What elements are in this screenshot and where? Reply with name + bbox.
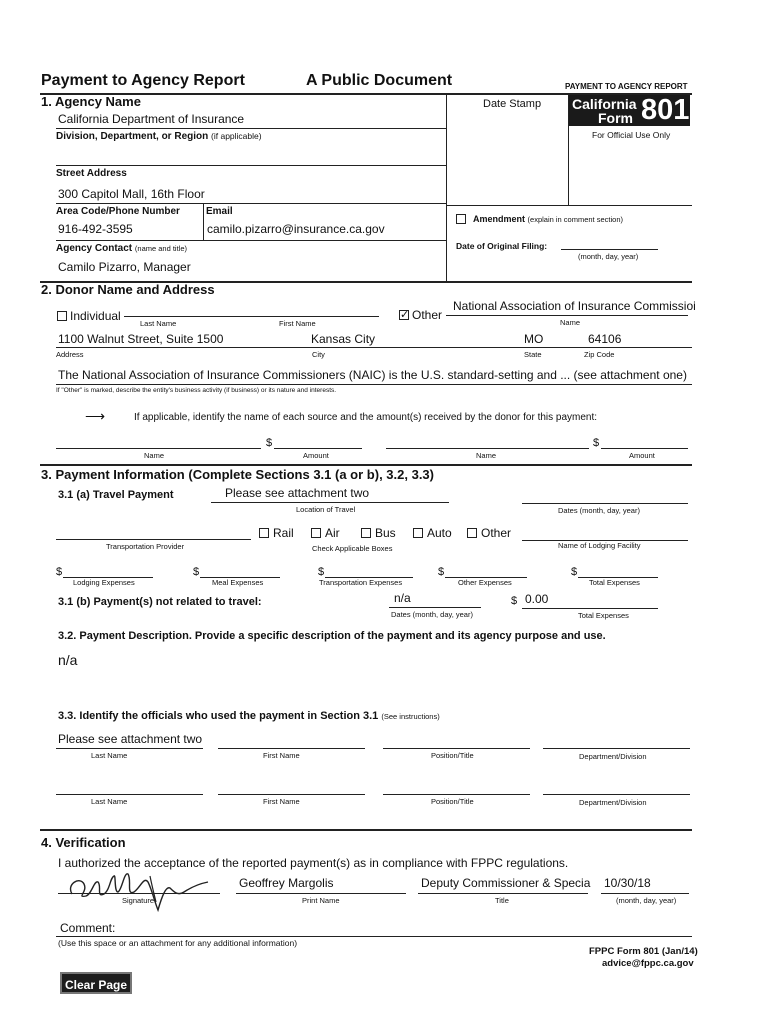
travel-location-field[interactable]: Please see attachment two <box>225 486 370 500</box>
original-filing-hint: (month, day, year) <box>578 252 639 261</box>
transport-exp-caption: Transportation Expenses <box>319 578 403 587</box>
nontravel-total-line <box>522 608 658 609</box>
signature-caption: Signature <box>122 896 155 905</box>
city-caption: City <box>312 350 325 359</box>
right-caption: PAYMENT TO AGENCY REPORT <box>565 82 688 91</box>
nontravel-total-caption: Total Expenses <box>578 611 629 620</box>
nontravel-dates-line <box>389 607 481 608</box>
section1-right-border <box>446 95 447 282</box>
phone-label: Area Code/Phone Number <box>56 206 180 217</box>
section3-bottom-rule <box>40 829 692 831</box>
official2-dept-line <box>543 794 690 795</box>
individual-checkbox[interactable] <box>57 311 67 321</box>
form-801-badge <box>568 95 690 126</box>
air-checkbox[interactable] <box>311 528 321 538</box>
individual-label: Individual <box>70 309 121 323</box>
payment-description-heading: 3.2. Payment Description. Provide a specific description of the payment and its agency purpose and use. <box>58 630 606 642</box>
original-filing-label: Date of Original Filing: <box>456 241 548 251</box>
auto-checkbox[interactable] <box>413 528 423 538</box>
comment-line <box>56 936 692 937</box>
phone-field[interactable]: 916-492-3595 <box>58 222 133 236</box>
official1-position-caption: Position/Title <box>431 751 474 760</box>
official2-dept-caption: Department/Division <box>579 798 647 807</box>
travel-dates-line <box>522 503 688 504</box>
email-label: Email <box>206 206 233 217</box>
other-exp-dollar: $ <box>438 566 445 578</box>
title-line <box>418 893 588 894</box>
amendment-note: (explain in comment section) <box>527 215 623 224</box>
phone-email-divider <box>203 203 204 240</box>
street-label: Street Address <box>56 168 127 179</box>
nontravel-label: 3.1 (b) Payment(s) not related to travel: <box>58 596 262 608</box>
sources-instruction: If applicable, identify the name of each source and the amount(s) received by the donor for this payment: <box>134 412 598 423</box>
title-field[interactable]: Deputy Commissioner & Specia <box>421 876 591 890</box>
location-caption: Location of Travel <box>296 505 356 514</box>
travel-dates-caption: Dates (month, day, year) <box>558 506 640 515</box>
travel-location-line <box>211 502 449 503</box>
first-name-caption: First Name <box>279 319 316 328</box>
lodging-exp-caption: Lodging Expenses <box>73 578 135 587</box>
official2-first-caption: First Name <box>263 797 300 806</box>
zip-field[interactable]: 64106 <box>588 332 622 346</box>
clear-page-button[interactable]: Clear Page <box>60 972 132 994</box>
address-line <box>56 347 692 348</box>
verification-date-caption: (month, day, year) <box>616 896 677 905</box>
business-description-field[interactable]: The National Association of Insurance Commissioners (NAIC) is the U.S. standard-setting and ... (see attachment one) <box>58 368 687 382</box>
air-label: Air <box>325 526 340 540</box>
verification-date-field[interactable]: 10/30/18 <box>604 876 651 890</box>
phone-line <box>56 240 446 241</box>
other-transport-label: Other <box>481 526 512 540</box>
source2-dollar: $ <box>593 437 600 449</box>
business-line <box>56 384 692 385</box>
other-label: Other <box>412 308 443 322</box>
bus-label: Bus <box>375 526 396 540</box>
print-name-line <box>236 893 406 894</box>
section2-heading: 2. Donor Name and Address <box>41 282 215 297</box>
street-field[interactable]: 300 Capitol Mall, 16th Floor <box>58 187 205 201</box>
official1-last-line <box>56 748 203 749</box>
stamp-divider <box>568 95 569 205</box>
official2-position-caption: Position/Title <box>431 797 474 806</box>
nontravel-dates-field[interactable]: n/a <box>394 591 411 605</box>
source1-dollar: $ <box>266 437 273 449</box>
check-boxes-caption: Check Applicable Boxes <box>312 544 393 553</box>
amendment-label-text: Amendment <box>473 214 526 224</box>
address-caption: Address <box>56 350 84 359</box>
other-exp-caption: Other Expenses <box>458 578 512 587</box>
amendment-label <box>473 214 623 224</box>
name-caption: Name <box>560 318 581 327</box>
donor-name-field[interactable]: National Association of Insurance Commissioi <box>453 299 696 313</box>
auto-label: Auto <box>427 526 452 540</box>
official1-first-caption: First Name <box>263 751 300 760</box>
meal-exp-caption: Meal Expenses <box>212 578 264 587</box>
transport-provider-line <box>56 539 251 540</box>
contact-field[interactable]: Camilo Pizarro, Manager <box>58 260 191 274</box>
print-name-field[interactable]: Geoffrey Margolis <box>239 876 334 890</box>
bus-checkbox[interactable] <box>361 528 371 538</box>
state-field[interactable]: MO <box>524 332 544 346</box>
source2-name-caption: Name <box>476 451 497 460</box>
official-use-label: For Official Use Only <box>592 130 671 140</box>
signature-line <box>58 893 220 894</box>
official2-last-line <box>56 794 203 795</box>
last-name-caption: Last Name <box>140 319 177 328</box>
business-caption: If "Other" is marked, describe the entity's business activity (if business) or its nature and interests. <box>56 387 337 394</box>
officials-note: (See instructions) <box>381 712 440 721</box>
arrow-right-icon: ⟶ <box>85 408 106 424</box>
other-transport-checkbox[interactable] <box>467 528 477 538</box>
section1-heading: 1. Agency Name <box>41 94 141 109</box>
title-caption: Title <box>495 896 509 905</box>
contact-note: (name and title) <box>134 244 188 253</box>
individual-line <box>124 316 379 317</box>
donor-name-line <box>446 315 688 316</box>
zip-caption: Zip Code <box>584 350 615 359</box>
badge-number: 801 <box>641 94 690 126</box>
verification-date-line <box>601 893 689 894</box>
source1-name-caption: Name <box>144 451 165 460</box>
form-title: Payment to Agency Report <box>41 72 245 89</box>
print-name-caption: Print Name <box>302 896 340 905</box>
agency-name-field[interactable]: California Department of Insurance <box>58 112 245 126</box>
division-label <box>56 131 262 142</box>
section2-bottom-rule <box>40 464 692 466</box>
comment-label: Comment: <box>60 921 116 935</box>
total-exp-dollar: $ <box>571 566 578 578</box>
footer-email: advice@fppc.ca.gov <box>602 958 694 969</box>
meal-dollar: $ <box>193 566 200 578</box>
lodging-facility-caption: Name of Lodging Facility <box>558 541 641 550</box>
payment-description-field[interactable]: n/a <box>58 652 78 668</box>
officials-heading-text: 3.3. Identify the officials who used the payment in Section 3.1 <box>58 710 379 722</box>
state-caption: State <box>524 350 542 359</box>
travel-payment-label: 3.1 (a) Travel Payment <box>58 489 174 501</box>
source1-amount-caption: Amount <box>303 451 329 460</box>
badge-form: Form <box>598 110 633 126</box>
other-checkbox[interactable] <box>399 310 409 320</box>
amendment-checkbox[interactable] <box>456 214 466 224</box>
transport-provider-caption: Transportation Provider <box>106 542 185 551</box>
verification-statement: I authorized the acceptance of the reported payment(s) as in compliance with FPPC regulations. <box>58 856 569 870</box>
division-note: (if applicable) <box>211 131 262 141</box>
source2-amount-caption: Amount <box>629 451 655 460</box>
official1-first-line <box>218 748 365 749</box>
source2-amount-line <box>601 448 688 449</box>
official1-position-line <box>383 748 530 749</box>
officials-field[interactable]: Please see attachment two <box>58 732 203 746</box>
badge-california: California <box>572 96 637 112</box>
contact-label-text: Agency Contact <box>56 243 133 254</box>
section4-heading: 4. Verification <box>41 835 126 850</box>
street-line <box>56 203 446 204</box>
source2-name-line <box>386 448 589 449</box>
source1-amount-line <box>274 448 362 449</box>
contact-label <box>56 243 187 254</box>
source1-name-line <box>56 448 261 449</box>
stamp-bottom-rule <box>446 205 692 206</box>
rail-checkbox[interactable] <box>259 528 269 538</box>
rail-label: Rail <box>273 526 294 540</box>
address-field[interactable]: 1100 Walnut Street, Suite 1500 <box>58 332 224 346</box>
official1-dept-caption: Department/Division <box>579 752 647 761</box>
city-field[interactable]: Kansas City <box>311 332 376 346</box>
agency-name-line <box>56 128 446 129</box>
division-line <box>56 165 446 166</box>
original-filing-line <box>561 249 658 250</box>
nontravel-dates-caption: Dates (month, day, year) <box>391 610 473 619</box>
official2-first-line <box>218 794 365 795</box>
official2-position-line <box>383 794 530 795</box>
official1-dept-line <box>543 748 690 749</box>
public-document-label: A Public Document <box>306 72 453 89</box>
official2-last-caption: Last Name <box>91 797 128 806</box>
comment-note: (Use this space or an attachment for any additional information) <box>58 938 298 948</box>
form-id-label: FPPC Form 801 (Jan/14) <box>589 946 698 957</box>
nontravel-total-field[interactable]: 0.00 <box>525 592 549 606</box>
division-label-text: Division, Department, or Region <box>56 131 209 142</box>
lodging-dollar: $ <box>56 566 63 578</box>
date-stamp-label: Date Stamp <box>483 98 542 110</box>
signature-image <box>58 862 228 914</box>
officials-heading <box>58 710 440 722</box>
total-exp-caption: Total Expenses <box>589 578 640 587</box>
transport-dollar: $ <box>318 566 325 578</box>
nontravel-dollar: $ <box>511 595 518 607</box>
section3-heading: 3. Payment Information (Complete Sections 3.1 (a or b), 3.2, 3.3) <box>41 467 434 482</box>
email-field[interactable]: camilo.pizarro@insurance.ca.gov <box>207 222 385 236</box>
official1-last-caption: Last Name <box>91 751 128 760</box>
